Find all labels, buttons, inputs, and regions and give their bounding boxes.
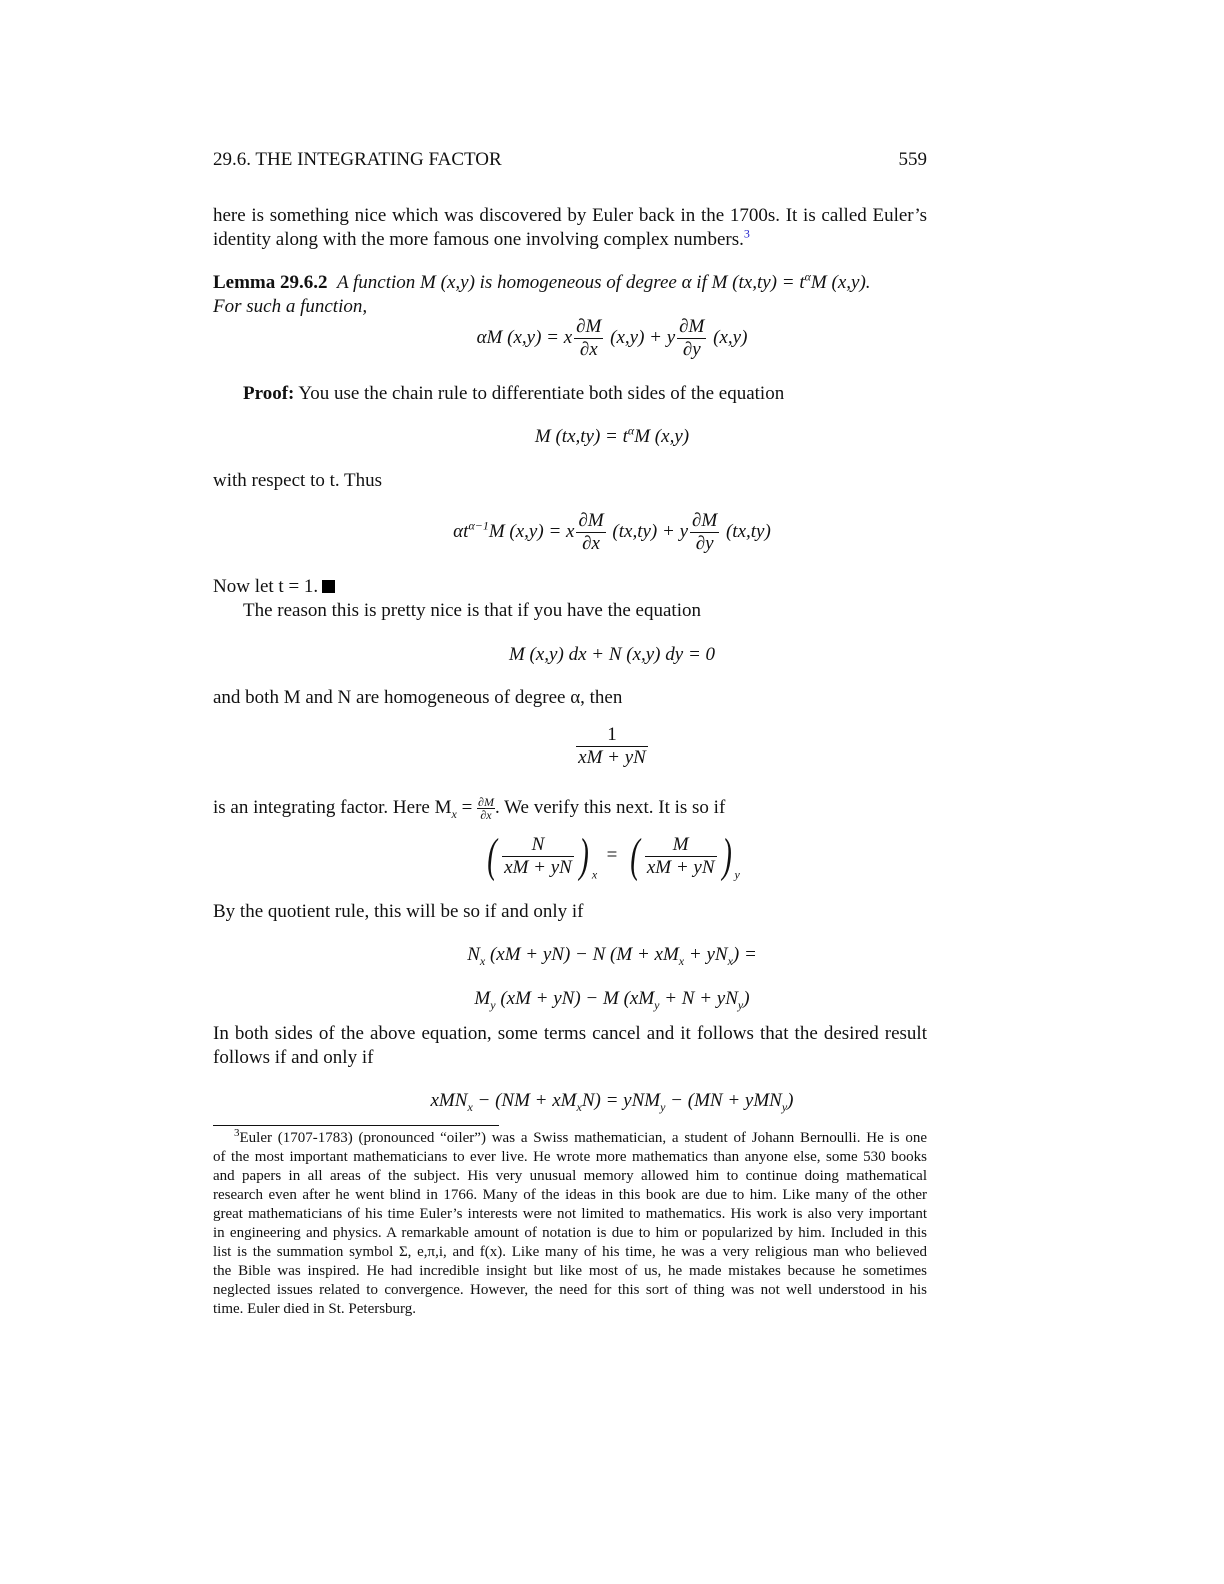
eq-lhs: M (tx,ty) = t <box>534 426 628 447</box>
subscript: x <box>576 1099 582 1114</box>
partial-fraction <box>576 510 605 555</box>
frac-num: N <box>502 834 574 857</box>
quotient-equation-2 <box>0 987 1224 1011</box>
footnote-line <box>213 1186 927 1205</box>
intro-line-1: here is something nice which was discovered by Euler back in the 1700s. It is called Euler’s <box>213 205 927 226</box>
qed-square-icon <box>322 580 335 593</box>
condition-equation <box>0 829 1224 882</box>
lemma-text: A function M (x,y) is homogeneous of degree α if M (tx,ty) = t <box>337 272 805 293</box>
subscript: x <box>451 806 457 821</box>
subscript: x <box>678 953 685 968</box>
homogeneous-line: and both M and N are homogeneous of degree α, then <box>213 687 623 708</box>
eq-lhs: αM (x,y) = x <box>476 326 573 348</box>
proof-text: You use the chain rule to differentiate both sides of the equation <box>298 383 785 404</box>
small-partial-fraction <box>477 796 495 821</box>
proof-conclusion <box>213 575 335 599</box>
footnote-text: research even after he went blind in 1766. Many of the ideas in this book are due to him. Like many of the other <box>213 1187 927 1203</box>
lemma-line-2: For such a function, <box>213 296 368 317</box>
footnote-line <box>213 1205 927 1224</box>
subscript: y <box>654 997 660 1012</box>
lemma-tail: M (x,y). <box>810 272 871 293</box>
footnote-number: 3 <box>234 1127 240 1139</box>
eq-mid: (tx,ty) + y <box>612 520 689 542</box>
partial-fraction <box>677 316 706 361</box>
cancel-line-2: follows if and only if <box>213 1047 374 1068</box>
frac-den: ∂x <box>480 808 492 823</box>
fraction-right <box>645 834 717 879</box>
frac-num: ∂M <box>578 510 604 531</box>
eq-rhs: M (x,y) <box>634 426 690 447</box>
equals: = <box>606 844 618 866</box>
eq-part: − (MN + yMN <box>665 1090 782 1111</box>
subscript: y <box>734 867 740 882</box>
frac-den: xM + yN <box>646 856 715 878</box>
text-post: . We verify this next. It is so if <box>494 797 726 818</box>
frac-den: ∂x <box>579 339 598 360</box>
final-equation <box>0 1089 1224 1113</box>
lemma-equation <box>0 316 1224 361</box>
subscript: y <box>737 997 744 1012</box>
frac-num: M <box>645 834 717 857</box>
running-header-section: 29.6. THE INTEGRATING FACTOR <box>213 149 502 170</box>
quotient-equation-1 <box>0 943 1224 967</box>
footnote-line <box>213 1129 927 1148</box>
frac-den: ∂y <box>695 533 714 554</box>
frac-num: ∂M <box>576 316 602 337</box>
frac-den: ∂x <box>582 533 600 554</box>
partial-fraction <box>690 510 719 555</box>
footnote-line <box>213 1262 927 1281</box>
proof-equation-2 <box>0 510 1224 555</box>
footnote-line <box>213 1148 927 1167</box>
lemma-statement <box>213 271 927 295</box>
subscript: x <box>479 953 486 968</box>
subscript: y <box>660 1099 666 1114</box>
footnote-text: time. Euler died in St. Petersburg. <box>213 1301 417 1317</box>
eq-sup: α <box>627 423 635 438</box>
eq-lhs-rest: M (x,y) = x <box>488 520 575 542</box>
integrating-factor-line <box>213 796 725 821</box>
footnote <box>213 1129 927 1319</box>
frac-den: xM + yN <box>504 856 572 878</box>
footnote-text: neglected issues related to convergence. However, the need for this sort of thing was not well understood in his <box>213 1282 927 1298</box>
eq-mid: (x,y) + y <box>610 326 676 348</box>
footnote-text: of the most important mathematicians to ever live. He wrote more mathematics than anyone else, some 530 books <box>213 1149 927 1165</box>
left-paren: ( <box>487 829 497 882</box>
factor-fraction <box>576 724 648 769</box>
with-respect-line: with respect to t. Thus <box>213 470 383 491</box>
frac-num: ∂M <box>679 316 705 337</box>
right-paren: ) <box>579 829 589 882</box>
eq-part: xMN <box>430 1090 468 1111</box>
cancel-line-1: In both sides of the above equation, some terms cancel and it follows that the desired result <box>213 1023 927 1044</box>
footnote-rule <box>213 1125 499 1126</box>
proof-line <box>243 382 784 406</box>
eq-lhs: αt <box>453 520 469 542</box>
subscript: x <box>591 867 598 882</box>
proof-label: Proof: <box>243 383 295 404</box>
subscript: x <box>467 1099 473 1114</box>
equals: = <box>456 797 478 818</box>
frac-den: xM + yN <box>578 747 646 768</box>
partial-fraction <box>574 316 603 361</box>
footnote-text: Euler (1707-1783) (pronounced “oiler”) was a Swiss mathematician, a student of Johann Bernoulli. He is one <box>239 1130 927 1146</box>
eq-part: N <box>467 944 480 965</box>
footnote-text: and papers in all areas of the subject. His very unusual memory allowed him to continue doing mathematical <box>213 1168 927 1184</box>
frac-num: 1 <box>576 724 648 747</box>
frac-num: ∂M <box>692 510 718 531</box>
eq-part: ) = <box>732 944 757 965</box>
reason-line: The reason this is pretty nice is that if you have the equation <box>243 600 701 621</box>
left-paren: ( <box>630 829 640 882</box>
subscript: y <box>490 997 496 1012</box>
page-number: 559 <box>898 149 927 170</box>
footnote-line <box>213 1167 927 1186</box>
lemma-label: Lemma 29.6.2 <box>213 272 328 293</box>
right-paren: ) <box>721 829 732 882</box>
footnote-line <box>213 1224 927 1243</box>
footnote-text: the Bible was inspired. He had incredible insight but like most of us, he made mistakes because he sometimes <box>213 1263 927 1279</box>
frac-den: ∂y <box>682 339 701 360</box>
eq-part: (xM + yN) − M (xM <box>495 988 655 1009</box>
lemma-sup: α <box>804 269 811 284</box>
proof-equation-1 <box>0 425 1224 449</box>
eq-sup: α−1 <box>468 518 489 533</box>
eq-part: ) <box>743 988 750 1009</box>
eq-tail: (tx,ty) <box>725 520 771 542</box>
subscript: x <box>727 953 733 968</box>
footnote-text: in engineering and physics. A remarkable amount of notation is due to him or popularized by him. Included in this <box>213 1225 927 1241</box>
footnote-line <box>213 1281 927 1300</box>
eq-part: N) = yNM <box>581 1090 661 1111</box>
eq-part: M <box>474 988 491 1009</box>
eq-part: + N + yN <box>659 988 738 1009</box>
fraction-left <box>502 834 574 879</box>
differential-equation: M (x,y) dx + N (x,y) dy = 0 <box>508 644 716 665</box>
integrating-factor-fraction <box>0 724 1224 769</box>
intro-line-2-text: identity along with the more famous one involving complex numbers. <box>213 229 744 250</box>
footnote-text: list is the summation symbol Σ, e,π,i, and f(x). Like many of his time, he was a very religious man who believed <box>213 1244 927 1260</box>
text-pre: is an integrating factor. Here M <box>213 797 452 818</box>
eq-part: − (NM + xM <box>472 1090 577 1111</box>
conclusion-text: Now let t = 1. <box>213 576 319 597</box>
quotient-rule-line: By the quotient rule, this will be so if and only if <box>213 901 584 922</box>
subscript: y <box>781 1099 788 1114</box>
eq-tail: (x,y) <box>713 326 748 348</box>
frac-num: ∂M <box>478 795 494 810</box>
intro-line-2 <box>213 228 750 252</box>
eq-part: (xM + yN) − N (M + xM <box>485 944 679 965</box>
footnote-text: great mathematicians of his time Euler’s interests were not limited to mathematics. His work is also very important <box>213 1206 927 1222</box>
footnote-ref-link[interactable]: 3 <box>743 226 750 241</box>
eq-part: + yN <box>684 944 728 965</box>
footnote-line <box>213 1300 927 1319</box>
footnote-line <box>213 1243 927 1262</box>
eq-part: ) <box>787 1090 794 1111</box>
